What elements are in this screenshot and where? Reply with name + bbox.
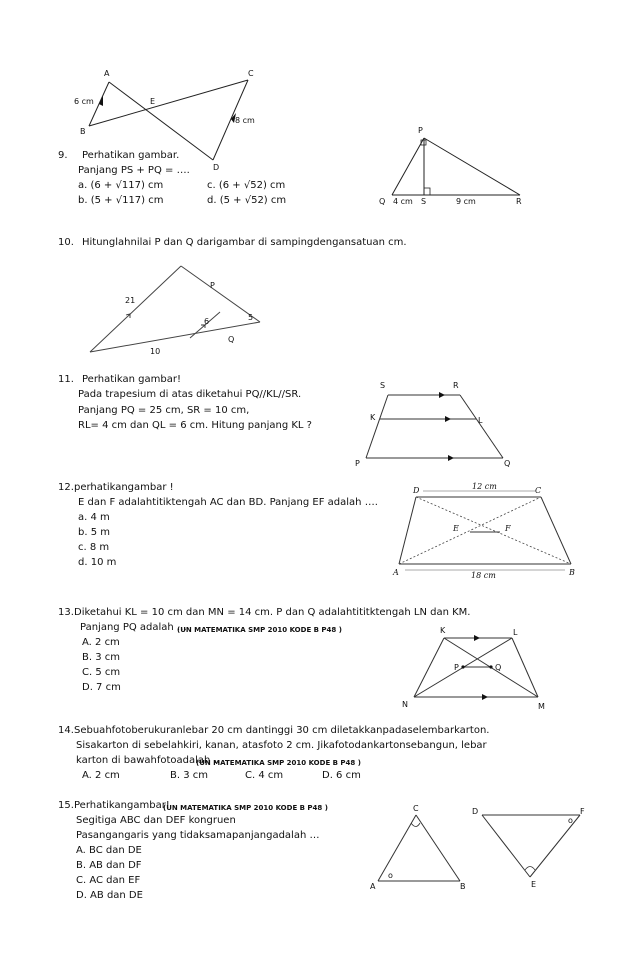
q12-figure-trapezium (393, 482, 588, 582)
label-E: E (453, 524, 459, 533)
angle-arc-E (525, 867, 535, 871)
segment-RQ (460, 395, 503, 458)
arrow-marker-NM (482, 694, 488, 700)
label-P: P (454, 663, 459, 672)
label-K: K (370, 413, 376, 422)
q9-number: 9. (58, 150, 68, 161)
label-S: S (380, 381, 386, 390)
label-P: P (418, 126, 423, 135)
q11-number: 11. (58, 374, 74, 385)
label-18cm: 18 cm (471, 571, 496, 580)
q15-line1: Perhatikangambar! (74, 800, 170, 811)
label-8cm: 8 cm (235, 116, 255, 125)
label-A: A (104, 69, 110, 78)
q13-option-c: C. 5 cm (82, 667, 121, 678)
angle-mark-A: o (388, 871, 393, 880)
label-A: A (393, 568, 399, 577)
label-6: 6 (204, 317, 210, 326)
label-D: D (413, 486, 420, 495)
label-Q: Q (495, 663, 502, 672)
label-10: 10 (150, 347, 161, 356)
q14-option-c: C. 4 cm (245, 770, 284, 781)
q9-question: Panjang PS + PQ = …. (78, 165, 190, 176)
q12-option-b: b. 5 m (78, 527, 110, 538)
label-Q: Q (504, 459, 511, 468)
arrow-marker-KL (474, 635, 480, 641)
segment-BC (416, 815, 460, 881)
q9-option-a: a. (6 + √117) cm (78, 180, 164, 191)
q14-option-b: B. 3 cm (170, 770, 208, 781)
q15-figure-triangle-DEF (470, 805, 588, 889)
q15-option-d: D. AB dan DE (76, 890, 143, 901)
q15-option-a: A. BC dan DE (76, 845, 142, 856)
label-P: P (355, 459, 360, 468)
q11-line3: RL= 4 cm dan QL = 6 cm. Hitung panjang KL ? (78, 420, 312, 431)
label-Q: Q (379, 197, 386, 206)
point-Q (489, 665, 492, 668)
segment-BC (89, 80, 248, 126)
q12-number: 12. (58, 482, 74, 493)
q15-line2: Segitiga ABC dan DEF kongruen (76, 815, 236, 826)
q13-line2: Panjang PQ adalah … (80, 622, 187, 633)
label-B: B (460, 882, 466, 891)
label-C: C (413, 804, 419, 813)
label-F: F (580, 807, 585, 816)
q12-title: perhatikangambar ! (74, 482, 174, 493)
label-A: A (370, 882, 376, 891)
q13-option-d: D. 7 cm (82, 682, 121, 693)
q11-figure-trapezium (350, 375, 520, 467)
q11-title: Perhatikan gambar! (82, 374, 181, 385)
q13-option-a: A. 2 cm (82, 637, 120, 648)
q9-figure-right-triangle (374, 124, 534, 210)
label-B: B (80, 127, 86, 136)
label-R: R (453, 381, 459, 390)
q13-number: 13. (58, 607, 74, 618)
q15-line3: Pasangangaris yang tidaksamapanjangadalah … (76, 830, 320, 841)
label-C: C (248, 69, 254, 78)
q9-option-c: c. (6 + √52) cm (207, 180, 286, 191)
segment-AD (109, 82, 213, 160)
label-4cm: 4 cm (393, 197, 413, 206)
label-F: F (505, 524, 511, 533)
diagonal-AC (399, 497, 541, 564)
q14-number: 14. (58, 725, 74, 736)
label-Q: Q (228, 335, 235, 344)
segment-left (90, 266, 181, 352)
q9-option-d: d. (5 + √52) cm (207, 195, 287, 206)
angle-mark-F: o (568, 816, 573, 825)
label-P: P (210, 281, 215, 290)
arrow-marker-KL (445, 416, 451, 422)
q15-option-b: B. AB dan DF (76, 860, 142, 871)
diagonal-DB (416, 497, 571, 564)
q15-figure-triangle-ABC (368, 803, 468, 891)
q13-option-b: B. 3 cm (82, 652, 120, 663)
segment-LM (512, 638, 538, 697)
arrow-marker-SR (439, 392, 445, 398)
segment-DE (482, 815, 530, 877)
q12-option-c: c. 8 m (78, 542, 110, 553)
q14-option-a: A. 2 cm (82, 770, 120, 781)
q14-line1: Sebuahfotoberukuranlebar 20 cm dantinggi 30 cm diletakkanpadaselembarkarton. (74, 725, 490, 736)
q14-source: (UN MATEMATIKA SMP 2010 KODE B P48 ) (196, 759, 361, 767)
q13-figure-trapezium (400, 625, 560, 713)
segment-base (90, 322, 260, 352)
label-E: E (150, 97, 156, 106)
q12-option-a: a. 4 m (78, 512, 110, 523)
label-5: 5 (248, 313, 254, 322)
point-P (461, 665, 464, 668)
right-angle-mark-S (424, 188, 430, 195)
label-L: L (513, 628, 518, 637)
label-D: D (472, 807, 479, 816)
segment-AC (378, 815, 416, 881)
q14-line3: karton di bawahfotoadalah … (76, 755, 224, 766)
q13-line1: Diketahui KL = 10 cm dan MN = 14 cm. P dan Q adalahtititktengah LN dan KM. (74, 607, 471, 618)
arrow-marker-ab (99, 96, 103, 106)
segment-SP (366, 395, 388, 458)
label-K: K (440, 626, 446, 635)
q10-figure-triangle (88, 262, 268, 362)
q11-line1: Pada trapesium di atas diketahui PQ//KL//SR. (78, 389, 302, 400)
label-6cm: 6 cm (74, 97, 94, 106)
segment-DA (399, 497, 416, 564)
q13-source: (UN MATEMATIKA SMP 2010 KODE B P48 ) (177, 626, 342, 634)
label-E: E (531, 880, 537, 889)
angle-arc-C (411, 823, 420, 827)
q12-option-d: d. 10 m (78, 557, 117, 568)
label-L: L (478, 416, 483, 425)
label-9cm: 9 cm (456, 197, 476, 206)
q15-source: (UN MATEMATIKA SMP 2010 KODE B P48 ) (163, 804, 328, 812)
label-12cm: 12 cm (472, 482, 497, 491)
q15-number: 15. (58, 800, 74, 811)
q12-line1: E dan F adalahtitiktengah AC dan BD. Panjang EF adalah …. (78, 497, 378, 508)
label-R: R (516, 197, 522, 206)
q14-line2: Sisakarton di sebelahkiri, kanan, atasfoto 2 cm. Jikafotodankartonsebangun, lebar (76, 740, 487, 751)
q14-option-d: D. 6 cm (322, 770, 361, 781)
label-C: C (535, 486, 542, 495)
label-D: D (213, 163, 220, 172)
label-S: S (421, 197, 427, 206)
segment-PQ (392, 138, 424, 195)
label-M: M (538, 702, 545, 711)
segment-PR (424, 138, 520, 195)
segment-CB (541, 497, 571, 564)
q9-option-b: b. (5 + √117) cm (78, 195, 164, 206)
label-21: 21 (125, 296, 136, 305)
label-B: B (569, 568, 575, 577)
q9-title: Perhatikan gambar. (82, 150, 180, 161)
q10-number: 10. (58, 237, 74, 248)
q10-text: Hitunglahnilai P dan Q darigambar di sampingdengansatuan cm. (82, 237, 407, 248)
label-N: N (402, 700, 408, 709)
q15-option-c: C. AC dan EF (76, 875, 141, 886)
arrow-marker-PQ (448, 455, 454, 461)
q11-line2: Panjang PQ = 25 cm, SR = 10 cm, (78, 405, 250, 416)
